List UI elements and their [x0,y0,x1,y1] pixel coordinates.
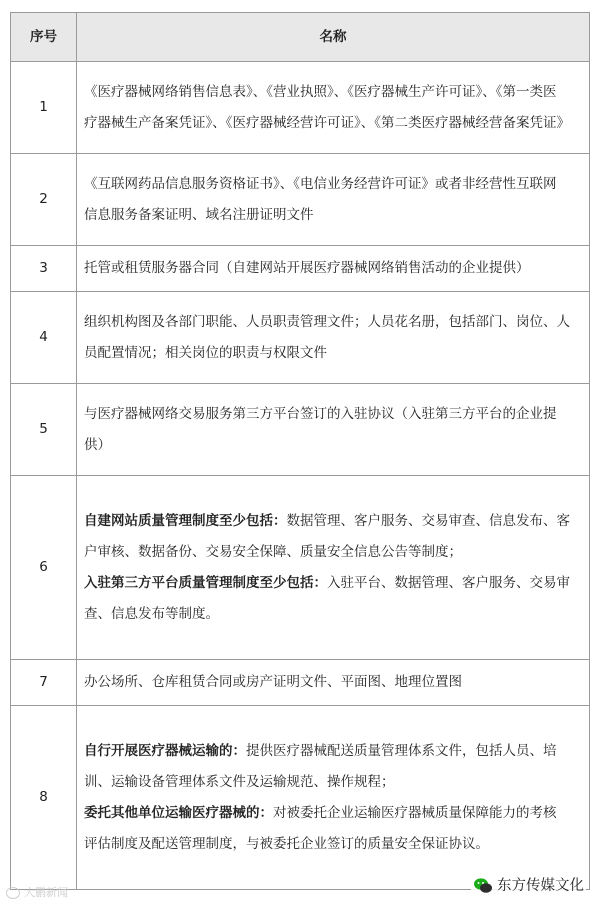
row-name-line [84,169,583,200]
row-name-text: 《医疗器械网络销售信息表》、《营业执照》、《医疗器械生产许可证》、《第一类医 [84,83,557,100]
row-name-line [84,307,583,338]
row-name-text: 信息服务备案证明、域名注册证明文件 [84,206,314,223]
row-name-line [84,253,583,284]
row-name-heading: 自建网站质量管理制度至少包括： [84,512,287,529]
table-row [11,706,590,890]
row-name [77,706,590,890]
row-name-line [84,736,583,767]
row-name-line [84,829,583,860]
row-name-text: 户审核、数据备份、交易安全保障、质量安全信息公告等制度； [84,543,462,560]
table-body [11,62,590,890]
row-number: 6 [11,476,77,660]
row-number: 5 [11,384,77,476]
wechat-icon [473,876,493,896]
row-name [77,154,590,246]
row-name-line [84,537,583,568]
row-name-text: 办公场所、仓库租赁合同或房产证明文件、平面图、地理位置图 [84,674,462,690]
row-name-text: 对被委托企业运输医疗器械质量保障能力的考核 [273,804,557,821]
row-name-line [84,108,583,139]
row-name-text: 《互联网药品信息服务资格证书》、《电信业务经营许可证》或者非经营性互联网 [84,175,557,192]
row-name-text: 训、运输设备管理体系文件及运输规范、操作规程； [84,773,395,790]
table-row [11,384,590,476]
row-name-text: 评估制度及配送管理制度，与被委托企业签订的质量安全保证协议。 [84,835,489,852]
watermark-right [471,876,586,896]
row-name-line [84,599,583,630]
watermark-logo-icon [6,887,20,899]
row-name-line [84,430,583,461]
row-name-text: 疗器械生产备案凭证》、《医疗器械经营许可证》、《第二类医疗器械经营备案凭证》 [84,114,570,131]
row-number: 8 [11,706,77,890]
row-name-heading: 自行开展医疗器械运输的： [84,742,246,759]
row-name-line [84,399,583,430]
row-name-line [84,798,583,829]
row-name-text: 组织机构图及各部门职能、人员职责管理文件；人员花名册，包括部门、岗位、人 [84,313,570,330]
row-name-heading: 入驻第三方平台质量管理制度至少包括： [84,574,327,591]
row-number: 2 [11,154,77,246]
row-name-line [84,667,583,698]
row-name-text: 入驻平台、数据管理、客户服务、交易审 [327,574,570,591]
row-name-line [84,506,583,537]
row-name-text: 与医疗器械网络交易服务第三方平台签订的入驻协议（入驻第三方平台的企业提 [84,405,557,422]
row-name-text: 数据管理、客户服务、交易审查、信息发布、客 [286,512,570,529]
row-number: 4 [11,292,77,384]
row-name-line [84,338,583,369]
table-row [11,246,590,292]
requirements-table [10,12,590,890]
row-name [77,476,590,660]
table-row [11,660,590,706]
row-name-line [84,77,583,108]
row-name-line [84,767,583,798]
row-name [77,246,590,292]
table-header-row [11,13,590,62]
row-name-line [84,200,583,231]
row-name-text: 提供医疗器械配送质量管理体系文件，包括人员、培 [246,742,557,759]
table-row [11,154,590,246]
row-name-text: 供） [84,436,111,453]
watermark-left-text: 大鹏新闻 [24,886,68,899]
row-number: 7 [11,660,77,706]
row-name [77,292,590,384]
row-name [77,660,590,706]
watermark-left [6,886,68,900]
row-name [77,384,590,476]
header-name: 名称 [77,13,590,62]
table-row [11,292,590,384]
row-name [77,62,590,154]
row-number: 1 [11,62,77,154]
watermark-right-text: 东方传媒文化 [497,878,584,894]
row-name-text: 托管或租赁服务器合同（自建网站开展医疗器械网络销售活动的企业提供） [84,260,530,276]
row-name-text: 查、信息发布等制度。 [84,605,219,622]
table-row [11,62,590,154]
row-name-heading: 委托其他单位运输医疗器械的： [84,804,273,821]
row-name-text: 员配置情况；相关岗位的职责与权限文件 [84,344,327,361]
header-number: 序号 [11,13,77,62]
row-name-line [84,568,583,599]
row-number: 3 [11,246,77,292]
table-row [11,476,590,660]
